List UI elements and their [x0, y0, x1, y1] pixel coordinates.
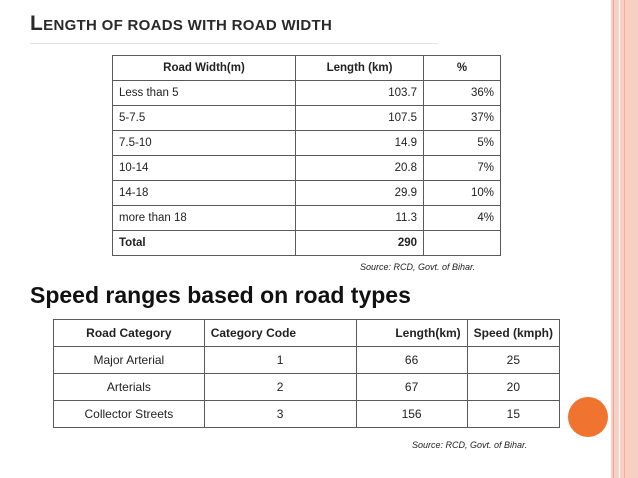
- table-row: [54, 401, 560, 428]
- table-cell: 107.5: [296, 106, 424, 131]
- table-cell: 1: [204, 347, 356, 374]
- table-cell: Less than 5: [113, 81, 296, 106]
- table-row: [113, 156, 501, 181]
- table-cell: 2: [204, 374, 356, 401]
- table-cell: more than 18: [113, 206, 296, 231]
- right-bar-line: [619, 0, 620, 478]
- title-underline: [30, 43, 438, 44]
- table-row: [113, 106, 501, 131]
- table-cell: 290: [296, 231, 424, 256]
- table-row: [113, 181, 501, 206]
- table-cell: 14.9: [296, 131, 424, 156]
- column-header: Speed (kmph): [467, 320, 559, 347]
- table-cell: 156: [356, 401, 467, 428]
- table-row: [113, 81, 501, 106]
- table-row: [113, 131, 501, 156]
- table-cell: 10-14: [113, 156, 296, 181]
- section-heading: Speed ranges based on road types: [30, 282, 411, 308]
- table-cell: 25: [467, 347, 559, 374]
- column-header: Road Category: [54, 320, 205, 347]
- table-cell: 7.5-10: [113, 131, 296, 156]
- table-row: [54, 374, 560, 401]
- table-row: [54, 347, 560, 374]
- table-header-row: [113, 56, 501, 81]
- slide-title: [30, 12, 332, 36]
- total-row: [113, 231, 501, 256]
- column-header: Category Code: [204, 320, 356, 347]
- table-row: [113, 206, 501, 231]
- road-width-table: [112, 55, 501, 256]
- table-cell: 37%: [424, 106, 501, 131]
- table-cell: 20: [467, 374, 559, 401]
- title-rest: ENGTH OF ROADS WITH ROAD WIDTH: [43, 17, 333, 34]
- table-cell: 29.9: [296, 181, 424, 206]
- table-cell: 20.8: [296, 156, 424, 181]
- table-cell: 103.7: [296, 81, 424, 106]
- orange-circle-decoration: [568, 397, 608, 437]
- table-cell: 15: [467, 401, 559, 428]
- title-first-letter: L: [30, 12, 44, 35]
- speed-range-table: [53, 319, 560, 428]
- table-cell: 4%: [424, 206, 501, 231]
- table-cell: 10%: [424, 181, 501, 206]
- table-cell: 7%: [424, 156, 501, 181]
- column-header: Length(km): [356, 320, 467, 347]
- table-cell: [424, 231, 501, 256]
- right-bar-line: [624, 0, 625, 478]
- table-header-row: [54, 320, 560, 347]
- column-header: Road Width(m): [113, 56, 296, 81]
- column-header: Length (km): [296, 56, 424, 81]
- column-header: %: [424, 56, 501, 81]
- table-cell: Arterials: [54, 374, 205, 401]
- table-cell: 3: [204, 401, 356, 428]
- table-cell: 11.3: [296, 206, 424, 231]
- table-cell: Total: [113, 231, 296, 256]
- table-cell: 36%: [424, 81, 501, 106]
- table-cell: 5%: [424, 131, 501, 156]
- table-cell: 67: [356, 374, 467, 401]
- source-note: Source: RCD, Govt. of Bihar.: [412, 440, 528, 450]
- table-cell: Major Arterial: [54, 347, 205, 374]
- source-note: Source: RCD, Govt. of Bihar.: [360, 262, 476, 272]
- table-cell: Collector Streets: [54, 401, 205, 428]
- table-cell: 66: [356, 347, 467, 374]
- table-cell: 5-7.5: [113, 106, 296, 131]
- right-bar-line: [613, 0, 614, 478]
- table-cell: 14-18: [113, 181, 296, 206]
